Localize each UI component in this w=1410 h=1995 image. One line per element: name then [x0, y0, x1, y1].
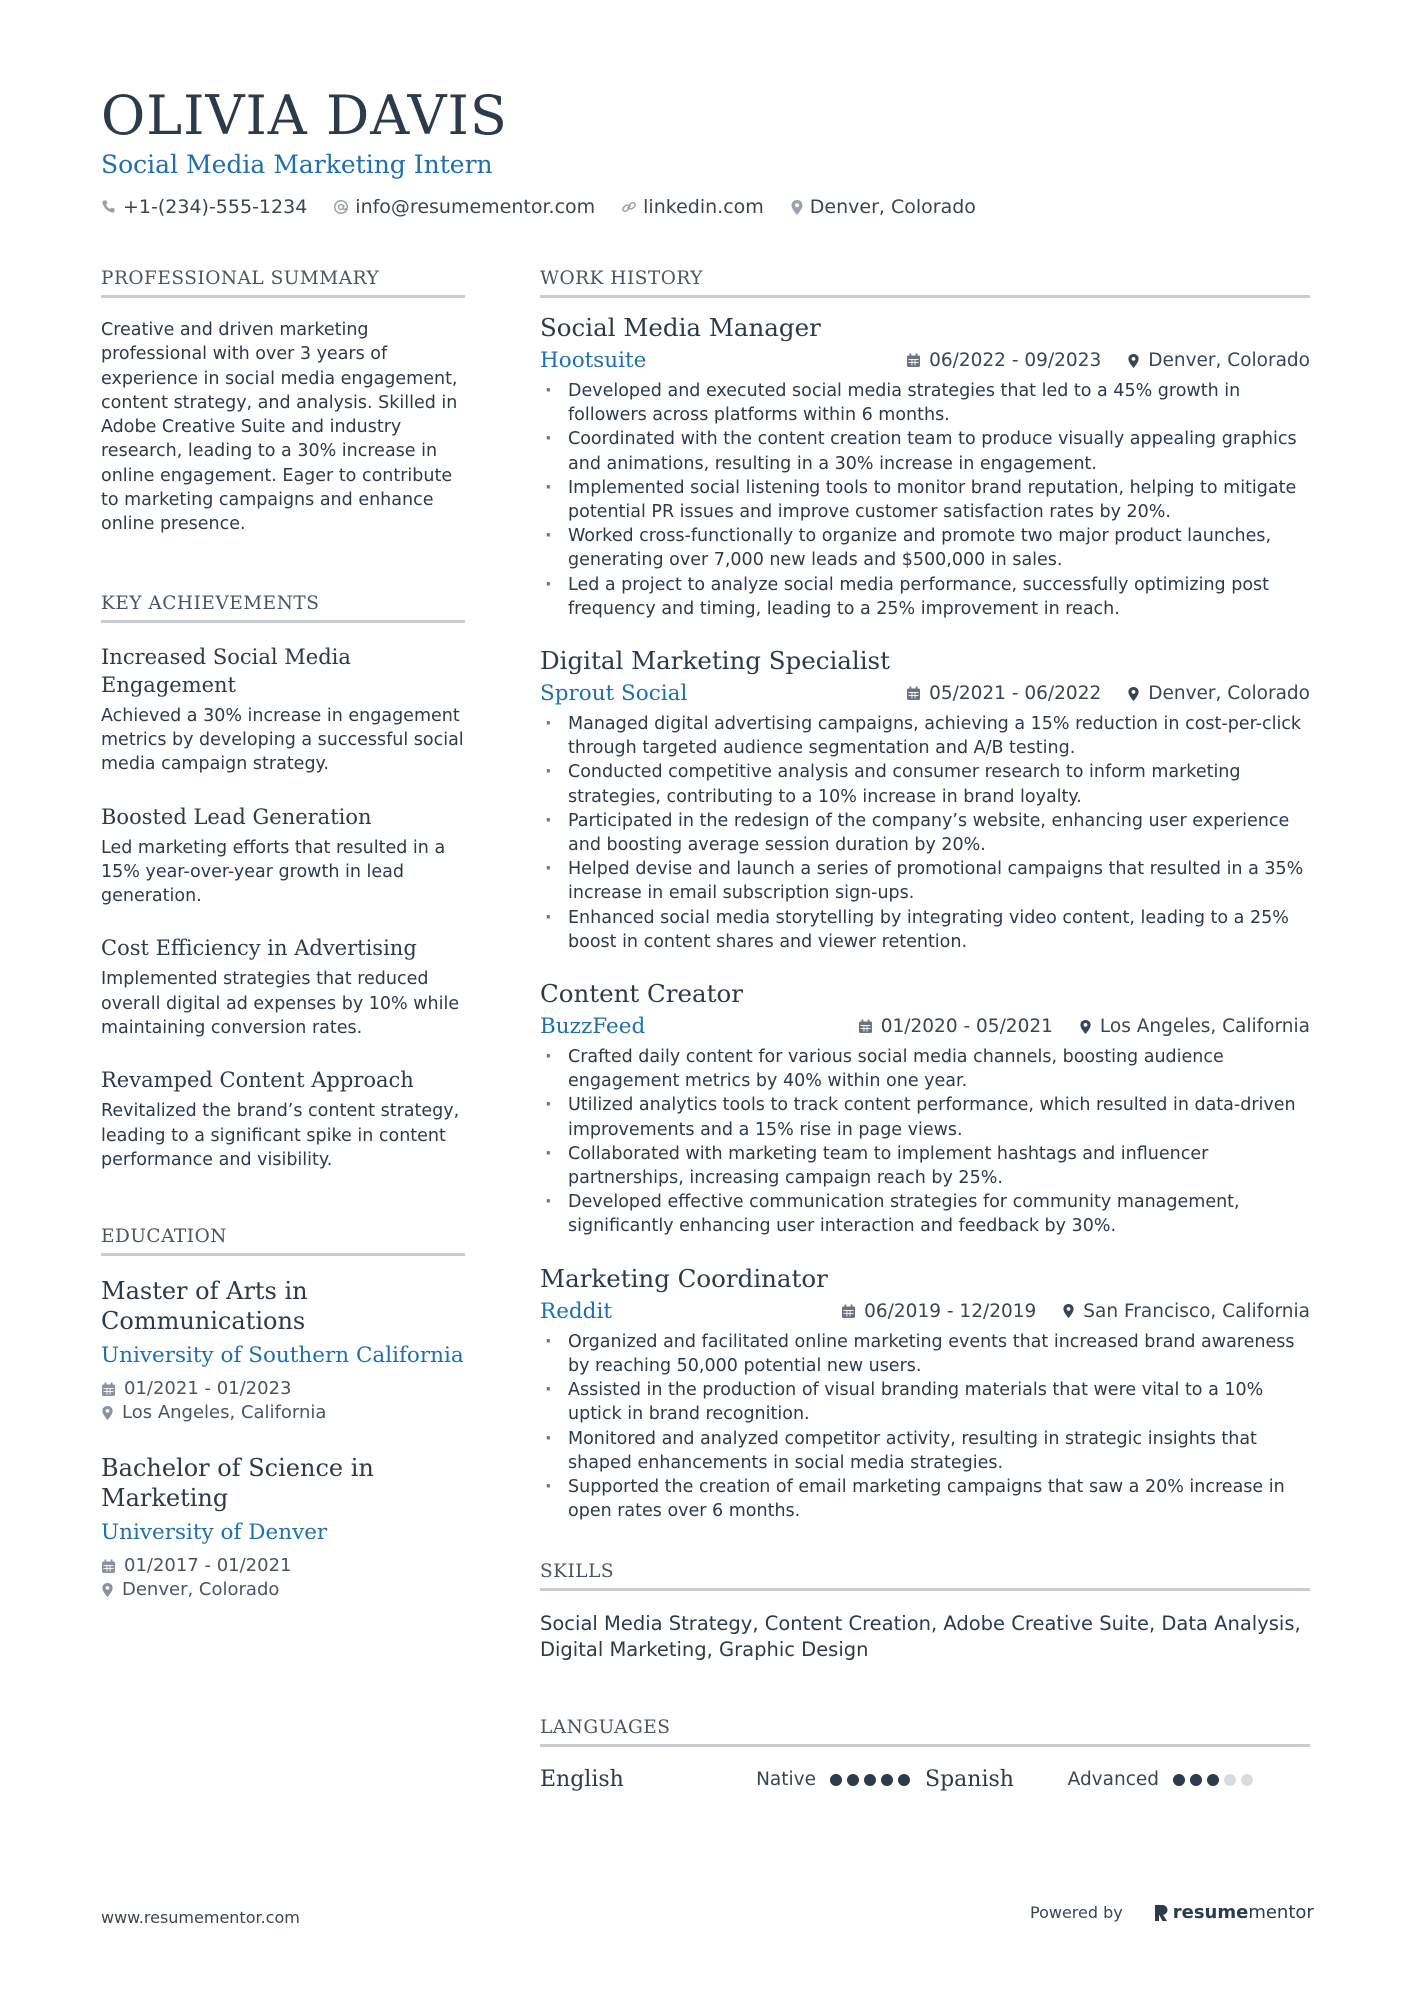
job-info-row — [540, 1299, 1310, 1324]
job-info-row — [540, 681, 1310, 706]
achievement-title: Revamped Content Approach — [101, 1068, 414, 1093]
location-text: Denver, Colorado — [809, 196, 976, 218]
job-entry — [540, 1263, 1310, 1524]
rating-dot-filled — [864, 1774, 876, 1786]
job-bullet: · Crafted daily content for various social media channels, boosting audience engagement metrics by 40% within one year. — [540, 1045, 1310, 1093]
email-text: info@resumementor.com — [355, 196, 596, 218]
job-entry — [540, 645, 1310, 954]
contact-email[interactable] — [333, 196, 595, 218]
dates-text: 06/2022 - 09/2023 — [929, 350, 1102, 371]
job-company: BuzzFeed — [540, 1014, 646, 1040]
job-bullet: · Helped devise and launch a series of promotional campaigns that resulted in a 35% increase in email subscription sign-ups. — [540, 857, 1310, 905]
calendar-icon — [906, 353, 921, 368]
education-section — [101, 1226, 465, 1602]
dates-text: 01/2017 - 01/2021 — [124, 1555, 292, 1577]
job-bullet: · Enhanced social media storytelling by integrating video content, leading to a 25% boost in content shares and viewer retention. — [540, 906, 1310, 954]
job-meta — [832, 1016, 1310, 1037]
achievement-title: Boosted Lead Generation — [101, 804, 372, 829]
achievement-item — [101, 934, 465, 1040]
rating-dot-empty — [1241, 1774, 1253, 1786]
location-text: San Francisco, California — [1083, 1300, 1310, 1322]
education-dates — [101, 1554, 465, 1578]
job-bullets — [540, 712, 1310, 954]
education-item — [101, 1453, 465, 1602]
achievements-section — [101, 593, 465, 1173]
skills-heading: SKILLS — [540, 1561, 1310, 1591]
education-dates — [101, 1377, 465, 1401]
footer-website[interactable]: www.resumementor.com — [101, 1908, 300, 1927]
job-bullet: · Supported the creation of email marketing campaigns that saw a 20% increase in open rates over 6 months. — [540, 1475, 1310, 1523]
job-bullet: · Developed effective communication strategies for community management, significantly enhancing user interaction and feedback by 30%. — [540, 1190, 1310, 1238]
education-school: University of Denver — [101, 1520, 328, 1546]
languages-section — [540, 1717, 1310, 1792]
achievement-item — [101, 803, 465, 909]
job-bullet: · Conducted competitive analysis and consumer research to inform marketing strategies, contributing to a 10% increase in brand loyalty. — [540, 760, 1310, 808]
job-title: Social Media Manager — [540, 313, 821, 342]
link-icon — [621, 199, 637, 215]
language-item — [925, 1767, 1310, 1792]
dates-text: 05/2021 - 06/2022 — [929, 683, 1102, 705]
brand-light-text: mentor — [1248, 1902, 1314, 1923]
education-degree: Master of Arts in Communications — [101, 1277, 308, 1336]
job-bullet: · Coordinated with the content creation team to produce visually appealing graphics and animations, resulting in a 30% increase in engagement. — [540, 427, 1310, 475]
achievement-desc: Implemented strategies that reduced overall digital ad expenses by 10% while maintaining conversion rates. — [101, 969, 460, 1039]
rating-dot-filled — [1173, 1774, 1185, 1786]
education-degree: Bachelor of Science in Marketing — [101, 1454, 374, 1513]
dates-text: 01/2021 - 01/2023 — [124, 1378, 292, 1400]
job-bullets — [540, 1045, 1310, 1239]
rating-dot-empty — [1224, 1774, 1236, 1786]
job-bullet: · Organized and facilitated online marketing events that increased brand awareness by reaching 50,000 potential new users. — [540, 1330, 1310, 1378]
language-level: Advanced — [1067, 1769, 1159, 1791]
location-text: Denver, Colorado — [122, 1579, 280, 1601]
contact-phone[interactable] — [101, 196, 307, 218]
job-bullet: · Implemented social listening tools to monitor brand reputation, helping to mitigate potential PR issues and improve customer satisfaction rates by 20%. — [540, 476, 1310, 524]
job-meta — [880, 683, 1310, 704]
dates-text: 01/2020 - 05/2021 — [880, 1016, 1053, 1038]
rating-dot-filled — [898, 1774, 910, 1786]
job-entry — [540, 978, 1310, 1239]
job-location — [1062, 1301, 1310, 1322]
contact-location — [790, 196, 976, 218]
achievements-heading: KEY ACHIEVEMENTS — [101, 593, 465, 623]
phone-text: +1-(234)-555-1234 — [123, 196, 308, 218]
education-location — [101, 1401, 465, 1425]
language-level: Native — [756, 1769, 816, 1791]
skills-text: Social Media Strategy, Content Creation, Adobe Creative Suite, Data Analysis, Digital Marketing, Graphic Design — [540, 1612, 1301, 1662]
phone-icon — [101, 199, 117, 215]
language-item — [540, 1767, 925, 1792]
left-column — [101, 268, 465, 1630]
job-title: Digital Marketing Specialist — [540, 646, 890, 676]
summary-heading: PROFESSIONAL SUMMARY — [101, 268, 465, 298]
location-pin-icon — [1127, 686, 1140, 702]
location-pin-icon — [1127, 353, 1140, 369]
location-pin-icon — [790, 199, 804, 216]
job-dates — [858, 1016, 1053, 1037]
rating-dot-filled — [847, 1774, 859, 1786]
job-dates — [906, 683, 1101, 704]
location-text: Denver, Colorado — [1148, 350, 1310, 371]
job-bullet: · Developed and executed social media strategies that led to a 45% growth in followers across platforms within 6 months. — [540, 379, 1310, 427]
right-column — [540, 268, 1310, 1792]
work-section — [540, 268, 1310, 1523]
job-company: Reddit — [540, 1298, 612, 1324]
rating-dot-filled — [881, 1774, 893, 1786]
job-bullet: · Worked cross-functionally to organize and promote two major product launches, generating over 7,000 new leads and $500,000 in sales. — [540, 524, 1310, 572]
footer-branding — [1030, 1902, 1314, 1923]
job-bullet: · Participated in the redesign of the company’s website, enhancing user experience and boosting average session duration by 20%. — [540, 809, 1310, 857]
calendar-icon — [858, 1019, 873, 1034]
job-bullets — [540, 1330, 1310, 1524]
job-meta — [815, 1301, 1310, 1322]
job-title: Content Creator — [540, 979, 743, 1009]
brand-logo[interactable] — [1153, 1902, 1314, 1923]
language-name: English — [540, 1767, 624, 1793]
contact-bar — [101, 196, 1321, 218]
location-pin-icon — [101, 1405, 114, 1421]
language-name: Spanish — [925, 1767, 1014, 1793]
location-text: Denver, Colorado — [1148, 683, 1310, 705]
job-dates — [906, 350, 1101, 371]
achievement-desc: Led marketing efforts that resulted in a 15% year-over-year growth in lead generation. — [101, 837, 446, 907]
location-pin-icon — [1079, 1019, 1092, 1035]
job-bullet: · Assisted in the production of visual branding materials that were vital to a 10% uptick in brand recognition. — [540, 1378, 1310, 1426]
achievement-title: Cost Efficiency in Advertising — [101, 936, 417, 961]
linkedin-text: linkedin.com — [643, 196, 764, 218]
location-pin-icon — [1062, 1303, 1075, 1319]
rating-dot-filled — [830, 1774, 842, 1786]
job-bullet: · Monitored and analyzed competitor activity, resulting in strategic insights that shaped enhancements in social media strategies. — [540, 1427, 1310, 1475]
job-title: Marketing Coordinator — [540, 1263, 828, 1293]
resume-header — [101, 84, 1321, 218]
languages-heading: LANGUAGES — [540, 1717, 1310, 1747]
language-rating — [1173, 1774, 1258, 1786]
job-bullet: · Led a project to analyze social media performance, successfully optimizing post frequency and timing, leading to a 25% improvement in reach. — [540, 573, 1310, 621]
calendar-icon — [906, 686, 921, 701]
job-entry — [540, 312, 1310, 621]
education-school: University of Southern California — [101, 1343, 464, 1369]
job-location — [1127, 350, 1310, 371]
candidate-title: Social Media Marketing Intern — [101, 150, 493, 179]
achievement-item — [101, 1066, 465, 1172]
job-list — [540, 312, 1310, 1523]
job-location — [1127, 683, 1310, 704]
education-heading: EDUCATION — [101, 1226, 465, 1256]
job-bullet: · Managed digital advertising campaigns, achieving a 15% reduction in cost-per-click through targeted audience segmentation and A/B testing. — [540, 712, 1310, 760]
job-bullets — [540, 379, 1310, 621]
calendar-icon — [101, 1382, 116, 1397]
summary-section — [101, 268, 465, 537]
calendar-icon — [101, 1559, 116, 1574]
skills-section — [540, 1561, 1310, 1663]
language-list — [540, 1767, 1310, 1792]
job-bullet: · Utilized analytics tools to track content performance, which resulted in data-driven improvements and a 15% rise in page views. — [540, 1093, 1310, 1141]
achievement-title: Increased Social Media Engagement — [101, 644, 351, 697]
calendar-icon — [841, 1304, 856, 1319]
job-dates — [841, 1301, 1036, 1322]
brand-bold-text: resume — [1172, 1902, 1249, 1923]
location-text: Los Angeles, California — [122, 1402, 327, 1424]
achievement-item — [101, 643, 465, 777]
candidate-name: OLIVIA DAVIS — [101, 84, 508, 147]
job-company: Sprout Social — [540, 681, 688, 707]
job-meta — [880, 350, 1310, 371]
rating-dot-filled — [1190, 1774, 1202, 1786]
contact-linkedin[interactable] — [621, 196, 764, 218]
job-info-row — [540, 348, 1310, 373]
location-pin-icon — [101, 1582, 114, 1598]
dates-text: 06/2019 - 12/2019 — [864, 1300, 1037, 1322]
job-location — [1079, 1016, 1310, 1037]
at-icon — [333, 199, 349, 215]
location-text: Los Angeles, California — [1099, 1016, 1310, 1038]
achievement-desc: Achieved a 30% increase in engagement metrics by developing a successful social media campaign strategy. — [101, 705, 464, 775]
job-company: Hootsuite — [540, 348, 647, 373]
job-bullet: · Collaborated with marketing team to implement hashtags and influencer partnerships, increasing campaign reach by 25%. — [540, 1142, 1310, 1190]
brand-logo-icon — [1153, 1903, 1169, 1923]
education-item — [101, 1276, 465, 1425]
education-location — [101, 1578, 465, 1602]
work-heading: WORK HISTORY — [540, 268, 1310, 298]
job-info-row — [540, 1014, 1310, 1039]
language-rating — [830, 1774, 915, 1786]
summary-text: Creative and driven marketing professional with over 3 years of experience in social media engagement, content strategy, and analysis. Skilled in Adobe Creative Suite and industry research, leading to a 30% increase in online engagement. Eager to contribute to marketing campaigns and enhance online presence. — [101, 320, 458, 535]
rating-dot-filled — [1207, 1774, 1219, 1786]
achievement-desc: Revitalized the brand’s content strategy, leading to a significant spike in content performance and visibility. — [101, 1101, 460, 1170]
powered-by-text: Powered by — [1030, 1903, 1123, 1922]
